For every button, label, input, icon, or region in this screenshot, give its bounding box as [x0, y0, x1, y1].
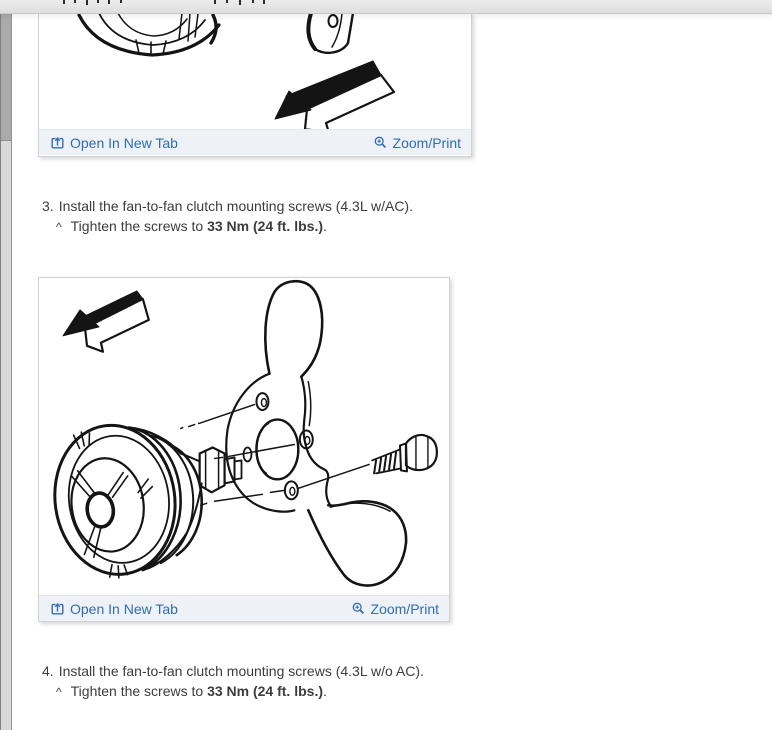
zoom-icon [374, 136, 387, 149]
zoom-print-link[interactable] [352, 602, 439, 616]
toolbar-text-fragment [263, 0, 265, 4]
step-3-torque [56, 216, 413, 237]
figure-1-image [39, 13, 471, 129]
sub-bullet: ^ [56, 685, 62, 699]
toolbar-text-fragment [252, 0, 254, 3]
zoom-icon [352, 602, 365, 615]
figure-2-toolbar [39, 595, 449, 621]
open-in-new-tab-link[interactable] [51, 602, 178, 616]
torque-prefix: Tighten the screws to [70, 683, 208, 699]
step-3-text [42, 196, 413, 216]
torque-value: 33 Nm (24 ft. lbs.) [207, 218, 323, 234]
figure-box-1 [38, 13, 472, 157]
figure-1-toolbar [39, 129, 471, 155]
zoom-print-label: Zoom/Print [370, 600, 439, 617]
torque-suffix: . [323, 218, 327, 234]
top-toolbar [0, 0, 772, 14]
toolbar-text-fragment [86, 0, 88, 5]
step-instruction: Install the fan-to-fan clutch mounting screws (4.3L w/AC). [58, 198, 413, 214]
vertical-scrollbar[interactable] [0, 0, 12, 730]
step-4-text [42, 661, 424, 681]
open-in-new-tab-icon [51, 136, 64, 149]
step-3 [42, 196, 413, 237]
toolbar-text-fragment [239, 0, 241, 5]
toolbar-text-fragment [226, 0, 228, 3]
step-number: 3. [42, 198, 54, 214]
sub-bullet: ^ [56, 220, 62, 234]
torque-value: 33 Nm (24 ft. lbs.) [207, 683, 323, 699]
zoom-print-label: Zoom/Print [392, 134, 461, 151]
torque-prefix: Tighten the screws to [70, 218, 208, 234]
fan-and-clutch-assembly-diagram [39, 278, 449, 595]
open-in-new-tab-icon [51, 602, 64, 615]
zoom-print-link[interactable] [374, 136, 461, 150]
torque-suffix: . [323, 683, 327, 699]
toolbar-text-fragment [108, 0, 110, 4]
step-instruction: Install the fan-to-fan clutch mounting screws (4.3L w/o AC). [58, 663, 424, 679]
figure-2-image [39, 278, 449, 595]
step-4 [42, 661, 424, 702]
fan-clutch-partial-diagram [39, 13, 471, 129]
open-in-new-tab-label: Open In New Tab [70, 600, 178, 617]
toolbar-text-fragment [120, 0, 122, 3]
open-in-new-tab-link[interactable] [51, 136, 178, 150]
toolbar-text-fragment [74, 0, 76, 3]
figure-box-2 [38, 277, 450, 622]
scrollbar-thumb[interactable] [1, 13, 11, 141]
open-in-new-tab-label: Open In New Tab [70, 134, 178, 151]
toolbar-text-fragment [97, 0, 99, 3]
toolbar-text-fragment [63, 0, 65, 4]
toolbar-text-fragment [214, 0, 216, 4]
step-number: 4. [42, 663, 54, 679]
step-4-torque [56, 681, 424, 702]
